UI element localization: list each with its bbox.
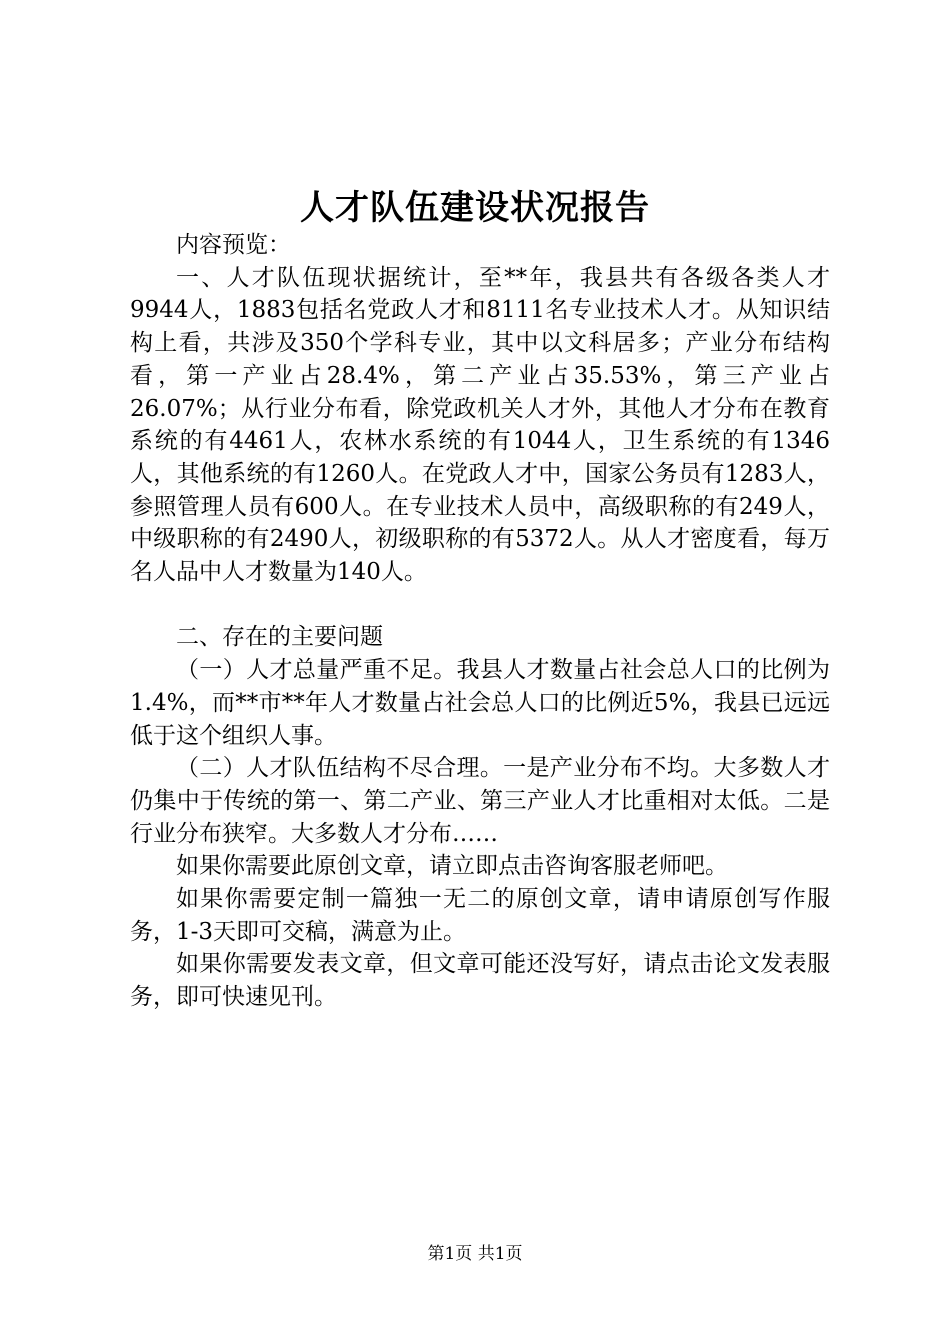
paragraph-spacer (130, 589, 830, 622)
promo-consult-link[interactable]: 如果你需要此原创文章，请立即点击咨询客服老师吧。 (176, 853, 728, 880)
paragraph-problem-one: （一）人才总量严重不足。我县人才数量占社会总人口的比例为1.4%，而**市**年人才数量占社会总人口的比例近5%，我县已远远低于这个组织人事。 (130, 657, 830, 749)
section-heading-problems: 二、存在的主要问题 (176, 624, 383, 651)
document-body (130, 229, 830, 1014)
promo-custom-writing-link[interactable]: 如果你需要定制一篇独一无二的原创文章，请申请原创写作服务，1-3天即可交稿，满意为止。 (130, 886, 830, 945)
document-title: 人才队伍建设状况报告 (300, 188, 650, 228)
promo-publishing-link[interactable]: 如果你需要发表文章，但文章可能还没写好，请点击论文发表服务，即可快速见刊。 (130, 951, 830, 1011)
paragraph-problem-two: （二）人才队伍结构不尽合理。一是产业分布不均。大多数人才仍集中于传统的第一、第二产业、第三产业人才比重相对太低。二是行业分布狭窄。大多数人才分布…… (130, 755, 830, 847)
paragraph-current-status: 一、人才队伍现状据统计，至**年，我县共有各级各类人才9944人，1883包括名党政人才和8111名专业技术人才。从知识结构上看，共涉及350个学科专业，其中以文科居多；产业分布结构看，第一产业占28.4%，第二产业占35.53%，第三产业占26.07%；从行业分布看，除党政机关人才外，其他人才分布在教育系统的有4461人，农林水系统的有1044人，卫生系统的有1346人，其他系统的有1260人。在党政人才中，国家公务员有1283人，参照管理人员有600人。在专业技术人员中，高级职称的有249人，中级职称的有2490人，初级职称的有5372人。从人才密度看，每万名人品中人才数量为140人。 (130, 264, 830, 586)
preview-label: 内容预览： (176, 232, 291, 258)
page-footer: 第1页 共1页 (427, 1244, 523, 1264)
